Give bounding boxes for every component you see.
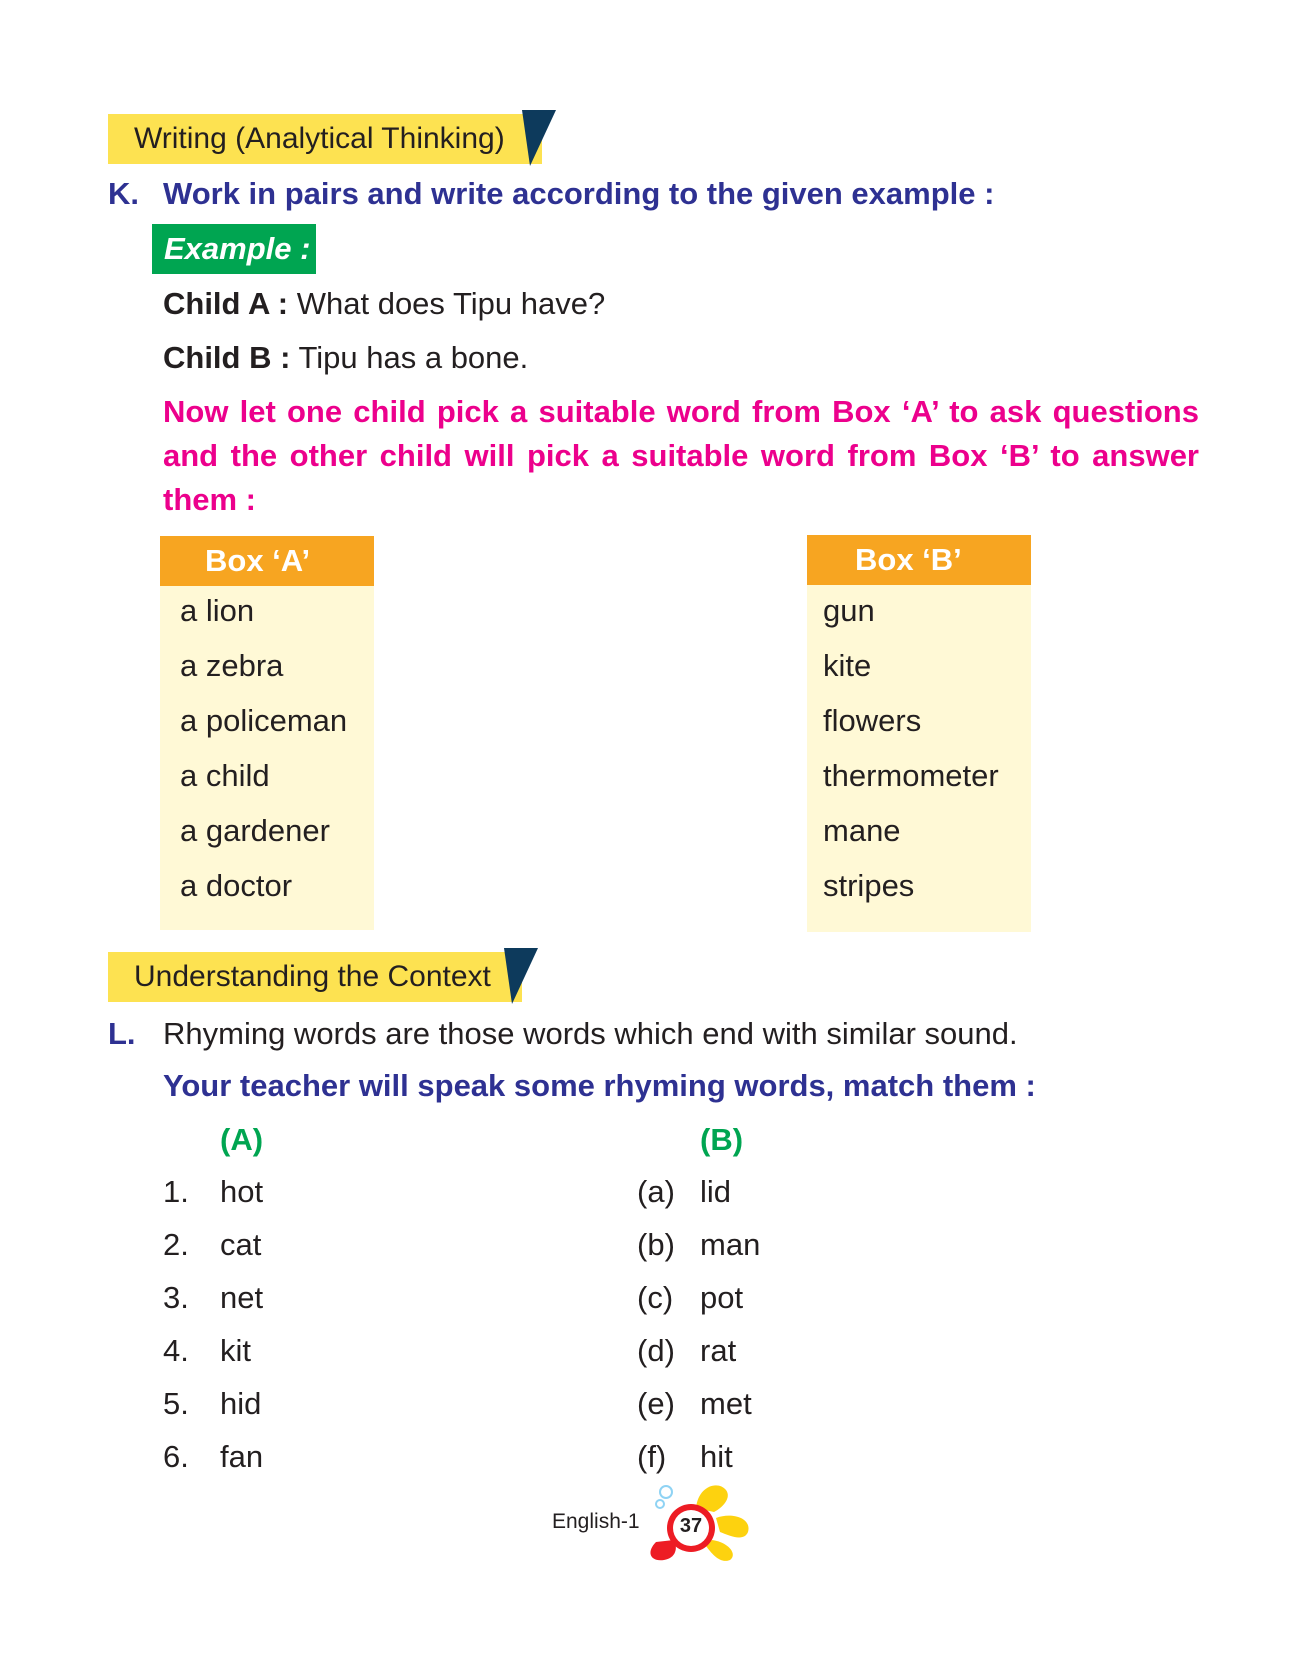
row-word-b: rat — [700, 1333, 737, 1368]
box-a-header — [160, 536, 374, 586]
section-banner-context — [108, 952, 522, 1002]
child-a-text: What does Tipu have? — [288, 286, 606, 321]
row-number: 6. — [163, 1439, 189, 1474]
statement-l: Rhyming words are those words which end with similar sound. — [163, 1016, 1018, 1051]
box-a-item: a doctor — [180, 868, 293, 903]
footer-book-title: English-1 — [552, 1510, 640, 1533]
column-b-head: (B) — [700, 1122, 744, 1157]
row-number: 4. — [163, 1333, 189, 1368]
box-b-item: flowers — [823, 703, 922, 738]
row-label: (a) — [637, 1174, 675, 1209]
box-a-item: a policeman — [180, 703, 348, 738]
row-word-b: hit — [700, 1439, 733, 1474]
box-b-title: Box ‘B’ — [855, 542, 962, 577]
child-b-line — [163, 340, 528, 376]
box-a-item: a zebra — [180, 648, 284, 683]
row-word-b: pot — [700, 1280, 744, 1315]
box-b-item: mane — [823, 813, 901, 848]
box-a — [160, 536, 374, 930]
box-b-item: gun — [823, 593, 875, 628]
row-word-a: hot — [220, 1174, 264, 1209]
row-word-b: lid — [700, 1174, 732, 1209]
child-b-label: Child B : — [163, 340, 291, 375]
box-a-title: Box ‘A’ — [205, 543, 311, 578]
row-label: (d) — [637, 1333, 675, 1368]
row-word-a: fan — [220, 1439, 264, 1474]
child-b-text: Tipu has a bone. — [290, 340, 529, 375]
question-letter-k: K. — [108, 176, 139, 211]
row-label: (b) — [637, 1227, 675, 1262]
box-b-item: kite — [823, 648, 872, 683]
row-label: (c) — [637, 1280, 674, 1315]
row-number: 2. — [163, 1227, 189, 1262]
box-a-item: a lion — [180, 593, 255, 628]
pink-instruction: Now let one child pick a suitable word from Box ‘A’ to ask questions and the other child will pick a suitable word from Box ‘B’ to answer them : — [163, 394, 1199, 517]
child-a-label: Child A : — [163, 286, 289, 321]
box-b-item: stripes — [823, 868, 915, 903]
question-letter-l: L. — [108, 1016, 136, 1051]
box-b — [807, 535, 1031, 932]
box-a-item: a child — [180, 758, 270, 793]
example-label-text: Example : — [164, 231, 311, 266]
row-word-b: met — [700, 1386, 752, 1421]
row-word-a: kit — [220, 1333, 251, 1368]
box-b-header — [807, 535, 1031, 585]
column-a-head: (A) — [220, 1122, 264, 1157]
banner-title: Understanding the Context — [134, 960, 491, 993]
row-word-a: net — [220, 1280, 264, 1315]
row-number: 1. — [163, 1174, 189, 1209]
banner-triangle-icon — [522, 110, 556, 166]
row-word-b: man — [700, 1227, 761, 1262]
box-b-item: thermometer — [823, 758, 999, 793]
row-word-a: hid — [220, 1386, 262, 1421]
section-banner-writing — [108, 114, 542, 164]
banner-triangle-icon — [504, 948, 538, 1004]
instruction-k: Work in pairs and write according to the given example : — [163, 176, 995, 211]
box-a-item: a gardener — [180, 813, 330, 848]
page-number: 37 — [679, 1515, 703, 1537]
row-label: (f) — [637, 1439, 667, 1474]
row-word-a: cat — [220, 1227, 262, 1262]
banner-title: Writing (Analytical Thinking) — [134, 122, 505, 155]
row-number: 5. — [163, 1386, 189, 1421]
row-label: (e) — [637, 1386, 675, 1421]
child-a-line — [163, 286, 605, 322]
example-label — [152, 224, 316, 274]
instruction-l: Your teacher will speak some rhyming words, match them : — [163, 1068, 1036, 1103]
row-number: 3. — [163, 1280, 189, 1315]
